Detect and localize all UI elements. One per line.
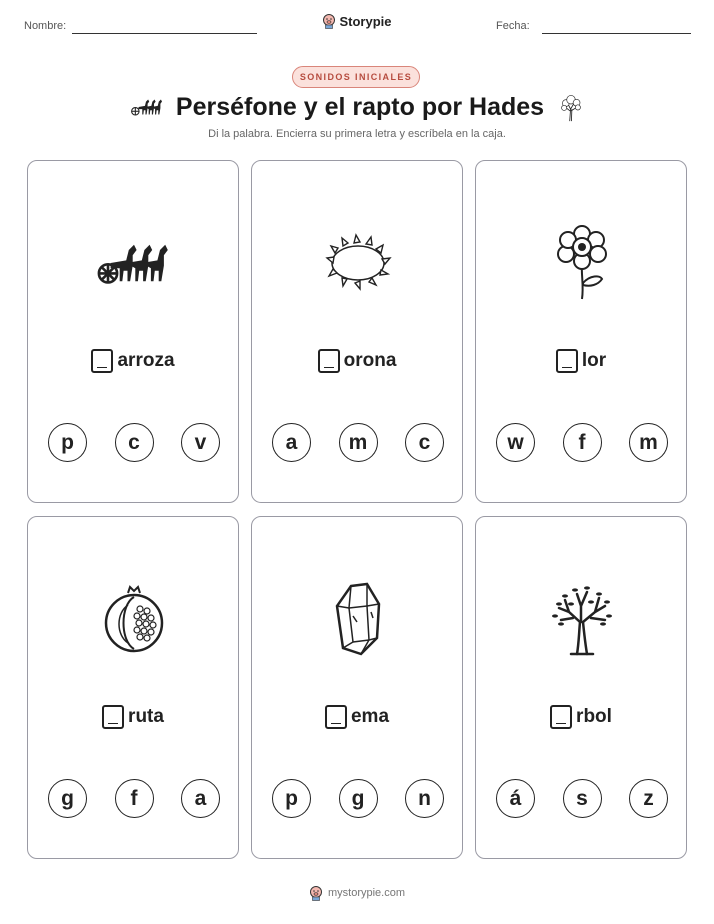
brand-logo [0,13,714,34]
partial-word: rbol [576,706,612,727]
footer [0,885,714,901]
partial-word: orona [343,350,397,371]
letter-choice[interactable]: f [563,423,602,462]
letter-choice[interactable]: p [272,779,311,818]
section-badge: SONIDOS INICIALES [292,66,420,88]
partial-word: ruta [128,706,164,727]
partial-word: arroza [117,350,175,371]
word-card [475,516,687,859]
letter-choice[interactable]: p [48,423,87,462]
chariot-icon [95,237,173,289]
letter-choice[interactable]: f [115,779,154,818]
letter-choice[interactable]: g [48,779,87,818]
letter-choice[interactable]: v [181,423,220,462]
letter-choice[interactable]: w [496,423,535,462]
instructions: Di la palabra. Encierra su primera letra y escríbela en la caja. [208,128,506,140]
letter-box[interactable] [556,349,578,373]
letter-choice[interactable]: c [405,423,444,462]
name-label: Nombre: [24,20,67,32]
letter-choice[interactable]: á [496,779,535,818]
letter-box[interactable] [325,705,347,729]
pig-mascot-icon [322,13,336,29]
partial-word: ema [350,706,390,727]
flower-icon [554,225,610,301]
word-card [27,516,239,859]
chariot-icon [130,96,162,118]
gem-icon [333,582,383,656]
letter-choice[interactable]: m [629,423,668,462]
date-label: Fecha: [496,20,530,32]
brand-name: Storypie [339,13,392,29]
letter-choice[interactable]: a [272,423,311,462]
letter-box[interactable] [318,349,340,373]
letter-box[interactable] [550,705,572,729]
letter-box[interactable] [91,349,113,373]
footer-url[interactable]: mystorypie.com [327,887,406,899]
letter-choice[interactable]: z [629,779,668,818]
word-card [251,160,463,503]
letter-choice[interactable]: s [563,779,602,818]
letter-choice[interactable]: n [405,779,444,818]
wreath-icon [323,233,393,293]
page-title: Perséfone y el rapto por Hades [175,92,545,121]
letter-box[interactable] [102,705,124,729]
letter-choice[interactable]: g [339,779,378,818]
pomegranate-icon [102,585,166,653]
letter-choice[interactable]: m [339,423,378,462]
word-card [27,160,239,503]
tree-icon [558,92,584,122]
letter-choice[interactable]: a [181,779,220,818]
word-card [475,160,687,503]
word-card [251,516,463,859]
tree-icon [547,582,617,656]
partial-word: lor [581,350,607,371]
letter-choice[interactable]: c [115,423,154,462]
pig-mascot-icon [309,885,323,901]
